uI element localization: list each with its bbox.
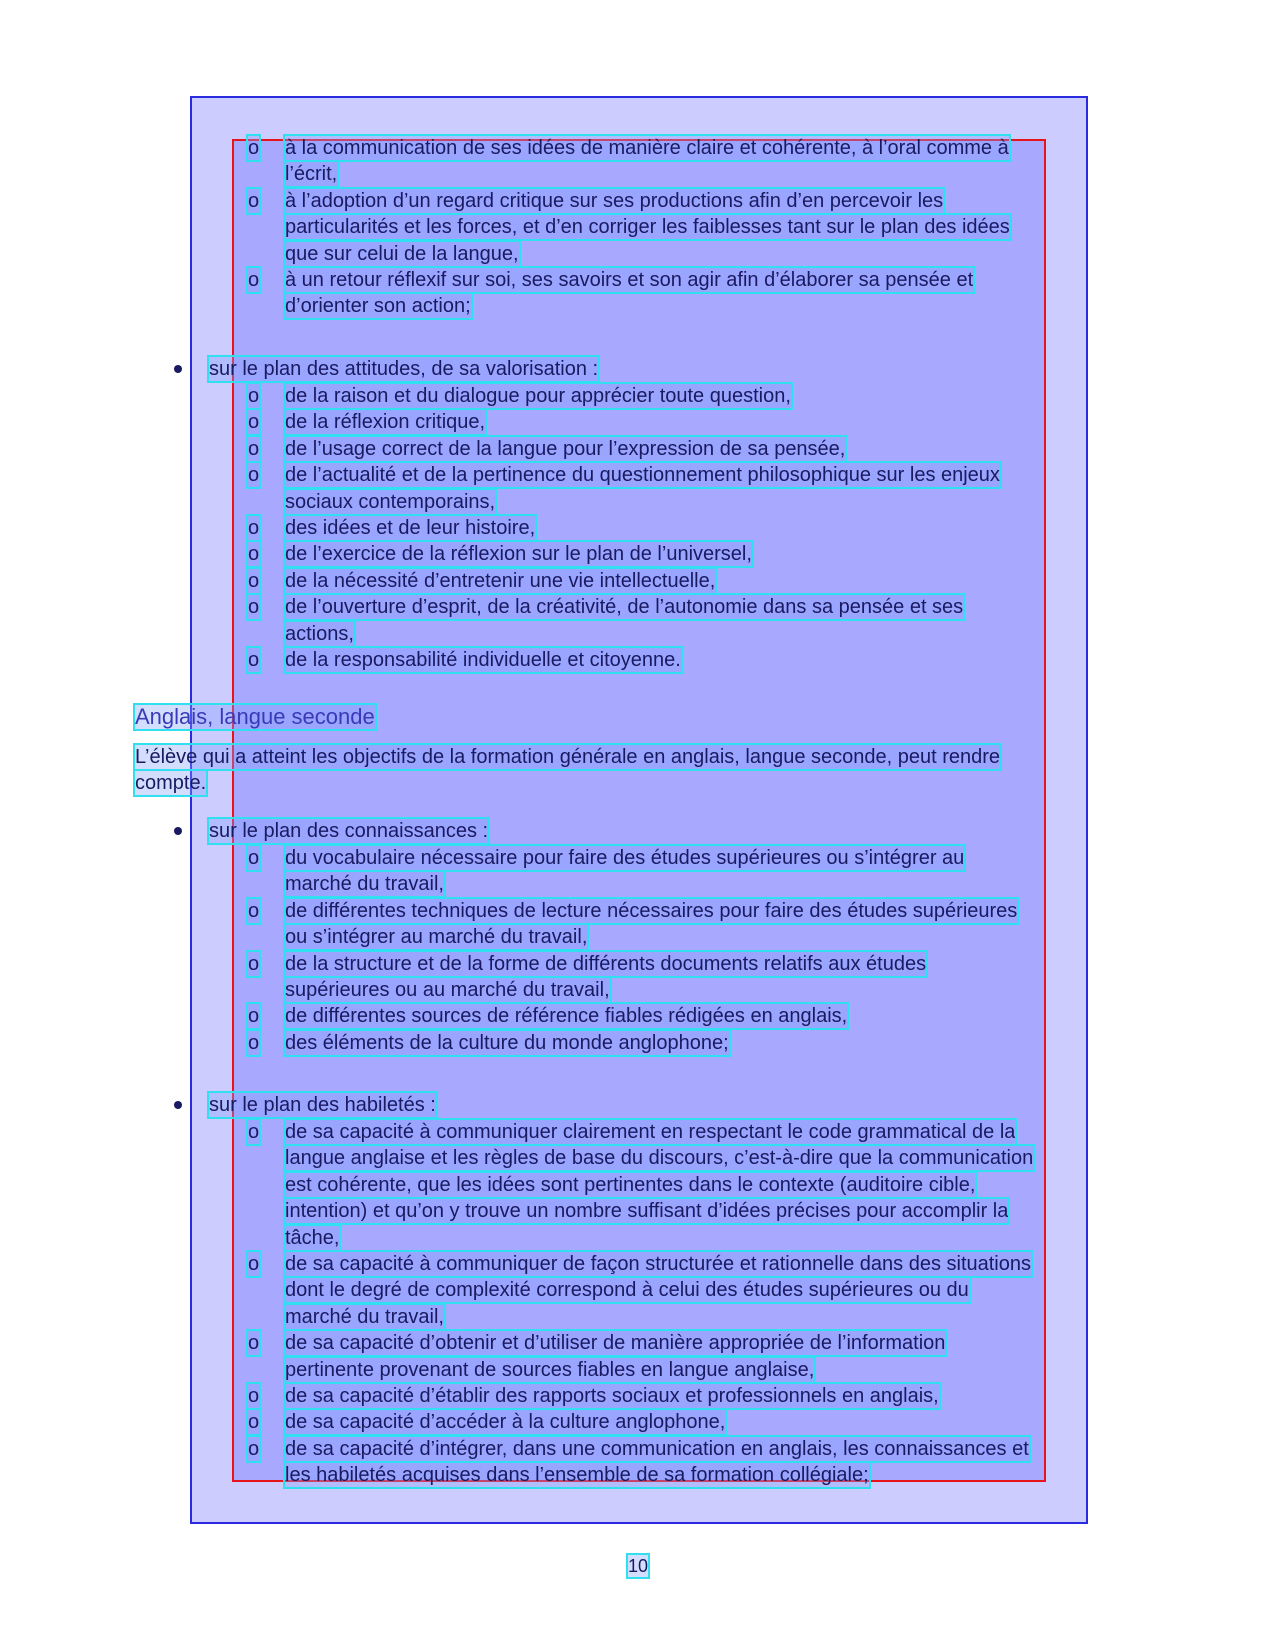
sub-bullet-marker: o xyxy=(248,1121,260,1143)
page-number: 10 xyxy=(628,1556,649,1576)
list-item-line: ou s’intégrer au marché du travail, xyxy=(285,926,588,949)
list-item-line: des éléments de la culture du monde anglophone; xyxy=(285,1031,729,1054)
list-item-line: dont le degré de complexité correspond à celui des études supérieures ou du xyxy=(285,1279,969,1302)
list-heading: sur le plan des connaissances : xyxy=(209,820,489,842)
intro-line: L’élève qui a atteint les objectifs de la formation générale en anglais, langue seconde, peut rendre xyxy=(135,746,1001,768)
list-item-line: de sa capacité à communiquer clairement en respectant le code grammatical de la xyxy=(285,1121,1016,1143)
list-item-line: est cohérente, que les idées sont pertinentes dans le contexte (auditoire cible, xyxy=(285,1173,976,1196)
list-item-line: de sa capacité à communiquer de façon structurée et rationnelle dans des situations xyxy=(285,1253,1031,1275)
list-item-line: de la réflexion critique, xyxy=(285,411,486,434)
list-item-line: de la raison et du dialogue pour apprécier toute question, xyxy=(285,385,791,407)
list-item-line: de l’usage correct de la langue pour l’expression de sa pensée, xyxy=(285,437,846,460)
list-item-line: de la nécessité d’entretenir une vie intellectuelle, xyxy=(285,569,716,592)
sub-bullet-marker: o xyxy=(248,517,260,539)
list-item-line: de sa capacité d’accéder à la culture anglophone, xyxy=(285,1411,726,1434)
sub-bullet-marker: o xyxy=(248,464,260,487)
sub-bullet-marker: o xyxy=(248,596,260,619)
list-item-line: de la structure et de la forme de différents documents relatifs aux études xyxy=(285,952,927,975)
list-item-line: d’orienter son action; xyxy=(285,295,471,318)
list-item-line: pertinente provenant de sources fiables en langue anglaise, xyxy=(285,1358,815,1381)
list-item-line: marché du travail, xyxy=(285,873,444,896)
sub-bullet-marker: o xyxy=(248,1411,260,1434)
list-item-line: l’écrit, xyxy=(285,163,338,186)
list-item-line: de l’exercice de la réflexion sur le plan de l’universel, xyxy=(285,543,752,566)
list-item-line: particularités et les forces, et d’en corriger les faiblesses tant sur le plan des idées xyxy=(285,216,1010,239)
list-item-line: actions, xyxy=(285,622,354,645)
sub-bullet-marker: o xyxy=(248,189,260,212)
sub-bullet-marker: o xyxy=(248,1031,260,1054)
list-item-line: à un retour réflexif sur soi, ses savoirs et son agir afin d’élaborer sa pensée et xyxy=(285,269,974,291)
list-item-line: de différentes techniques de lecture nécessaires pour faire des études supérieures xyxy=(285,899,1018,922)
list-item-line: des idées et de leur histoire, xyxy=(285,517,536,539)
sub-bullet-marker: o xyxy=(248,952,260,975)
list-item-line: sociaux contemporains, xyxy=(285,490,496,513)
list-item-line: intention) et qu’on y trouve un nombre suffisant d’idées précises pour accomplir la xyxy=(285,1200,1009,1223)
sub-bullet-marker: o xyxy=(248,269,260,291)
bullet-dot xyxy=(174,827,182,835)
list-item-line: de sa capacité d’établir des rapports sociaux et professionnels en anglais, xyxy=(285,1385,939,1407)
list-item-line: tâche, xyxy=(285,1226,340,1249)
list-item-line: de sa capacité d’intégrer, dans une communication en anglais, les connaissances et xyxy=(285,1437,1029,1460)
sub-bullet-marker: o xyxy=(248,569,260,592)
sub-bullet-marker: o xyxy=(248,543,260,566)
intro-line: compte. xyxy=(135,772,207,794)
list-item-line: à la communication de ses idées de manière claire et cohérente, à l’oral comme à xyxy=(285,137,1009,159)
bullet-dot xyxy=(174,365,182,373)
list-item-line: de l’ouverture d’esprit, de la créativité, de l’autonomie dans sa pensée et ses xyxy=(285,596,964,619)
sub-bullet-marker: o xyxy=(248,1253,260,1275)
list-item-line: de différentes sources de référence fiables rédigées en anglais, xyxy=(285,1005,848,1028)
sub-bullet-marker: o xyxy=(248,899,260,922)
sub-bullet-marker: o xyxy=(248,437,260,460)
list-heading: sur le plan des habiletés : xyxy=(209,1094,436,1116)
section-heading: Anglais, langue seconde xyxy=(135,704,375,729)
list-item-line: de sa capacité d’obtenir et d’utiliser de manière appropriée de l’information xyxy=(285,1332,946,1355)
sub-bullet-marker: o xyxy=(248,847,260,869)
list-item-line: supérieures ou au marché du travail, xyxy=(285,979,610,1001)
list-item-line: langue anglaise et les règles de base du discours, c’est-à-dire que la communication xyxy=(285,1147,1034,1170)
sub-bullet-marker: o xyxy=(248,1385,260,1407)
sub-bullet-marker: o xyxy=(248,1005,260,1028)
list-heading: sur le plan des attitudes, de sa valorisation : xyxy=(209,358,599,380)
list-item-line: du vocabulaire nécessaire pour faire des études supérieures ou s’intégrer au xyxy=(285,847,965,869)
sub-bullet-marker: o xyxy=(248,411,260,434)
list-item-line: que sur celui de la langue, xyxy=(285,242,519,265)
sub-bullet-marker: o xyxy=(248,385,260,407)
sub-bullet-marker: o xyxy=(248,1332,260,1355)
sub-bullet-marker: o xyxy=(248,649,260,671)
list-item-line: les habiletés acquises dans l’ensemble de sa formation collégiale; xyxy=(285,1464,869,1487)
bullet-dot xyxy=(174,1101,182,1109)
list-item-line: marché du travail, xyxy=(285,1305,444,1328)
sub-bullet-marker: o xyxy=(248,1437,260,1460)
list-item-line: de l’actualité et de la pertinence du questionnement philosophique sur les enjeux xyxy=(285,464,1000,487)
sub-bullet-marker: o xyxy=(248,137,260,159)
list-item-line: à l’adoption d’un regard critique sur ses productions afin d’en percevoir les xyxy=(285,189,944,212)
list-item-line: de la responsabilité individuelle et citoyenne. xyxy=(285,649,681,671)
